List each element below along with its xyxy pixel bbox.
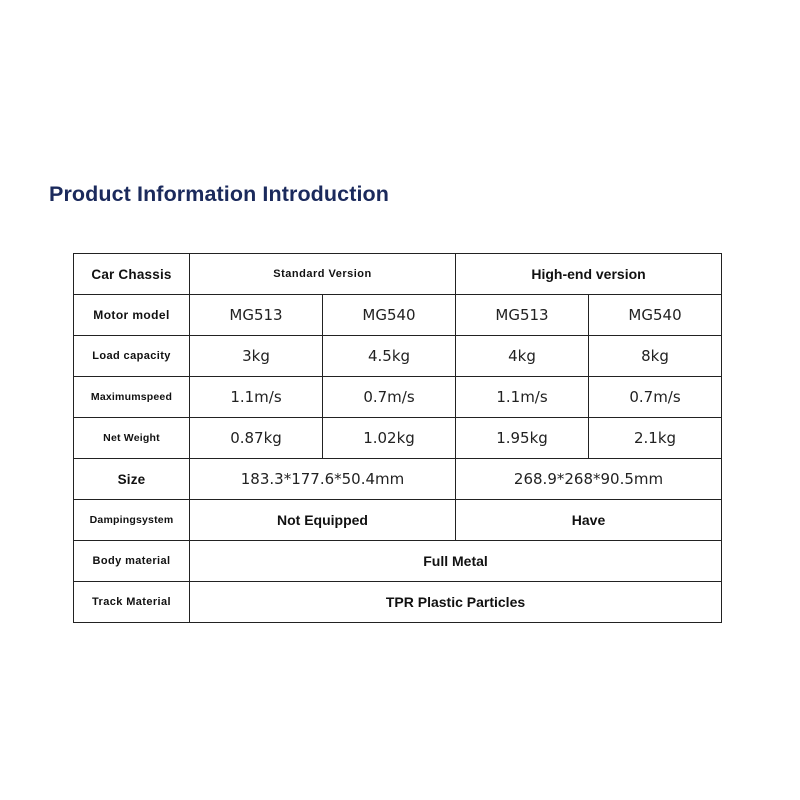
damping-system-standard: Not Equipped	[190, 500, 456, 541]
load-capacity-standard-1: 3kg	[190, 336, 323, 377]
page-title: Product Information Introduction	[49, 182, 389, 206]
maximum-speed-row	[74, 377, 722, 418]
net-weight-high-end-1: 1.95kg	[456, 418, 589, 459]
load-capacity-high-end-2: 8kg	[589, 336, 722, 377]
net-weight-high-end-2: 2.1kg	[589, 418, 722, 459]
track-material-row	[74, 582, 722, 623]
load-capacity-row	[74, 336, 722, 377]
motor-model-standard-1: MG513	[190, 295, 323, 336]
load-capacity-standard-2: 4.5kg	[323, 336, 456, 377]
high-end-version-header: High-end version	[456, 254, 722, 295]
track-material-label: Track Material	[74, 582, 190, 623]
track-material-value: TPR Plastic Particles	[190, 582, 722, 623]
damping-system-row	[74, 500, 722, 541]
motor-model-high-end-2: MG540	[589, 295, 722, 336]
size-standard: 183.3*177.6*50.4mm	[190, 459, 456, 500]
size-label: Size	[74, 459, 190, 500]
load-capacity-high-end-1: 4kg	[456, 336, 589, 377]
maximum-speed-label: Maximumspeed	[74, 377, 190, 418]
maximum-speed-high-end-2: 0.7m/s	[589, 377, 722, 418]
spec-table	[73, 253, 722, 623]
damping-system-label: Dampingsystem	[74, 500, 190, 541]
net-weight-label: Net Weight	[74, 418, 190, 459]
maximum-speed-high-end-1: 1.1m/s	[456, 377, 589, 418]
body-material-value: Full Metal	[190, 541, 722, 582]
car-chassis-label: Car Chassis	[74, 254, 190, 295]
maximum-speed-standard-1: 1.1m/s	[190, 377, 323, 418]
net-weight-standard-2: 1.02kg	[323, 418, 456, 459]
size-high-end: 268.9*268*90.5mm	[456, 459, 722, 500]
maximum-speed-standard-2: 0.7m/s	[323, 377, 456, 418]
body-material-label: Body material	[74, 541, 190, 582]
size-row	[74, 459, 722, 500]
load-capacity-label: Load capacity	[74, 336, 190, 377]
net-weight-standard-1: 0.87kg	[190, 418, 323, 459]
motor-model-label: Motor model	[74, 295, 190, 336]
standard-version-header: Standard Version	[190, 254, 456, 295]
body-material-row	[74, 541, 722, 582]
motor-model-high-end-1: MG513	[456, 295, 589, 336]
motor-model-row	[74, 295, 722, 336]
header-row	[74, 254, 722, 295]
motor-model-standard-2: MG540	[323, 295, 456, 336]
net-weight-row	[74, 418, 722, 459]
damping-system-high-end: Have	[456, 500, 722, 541]
